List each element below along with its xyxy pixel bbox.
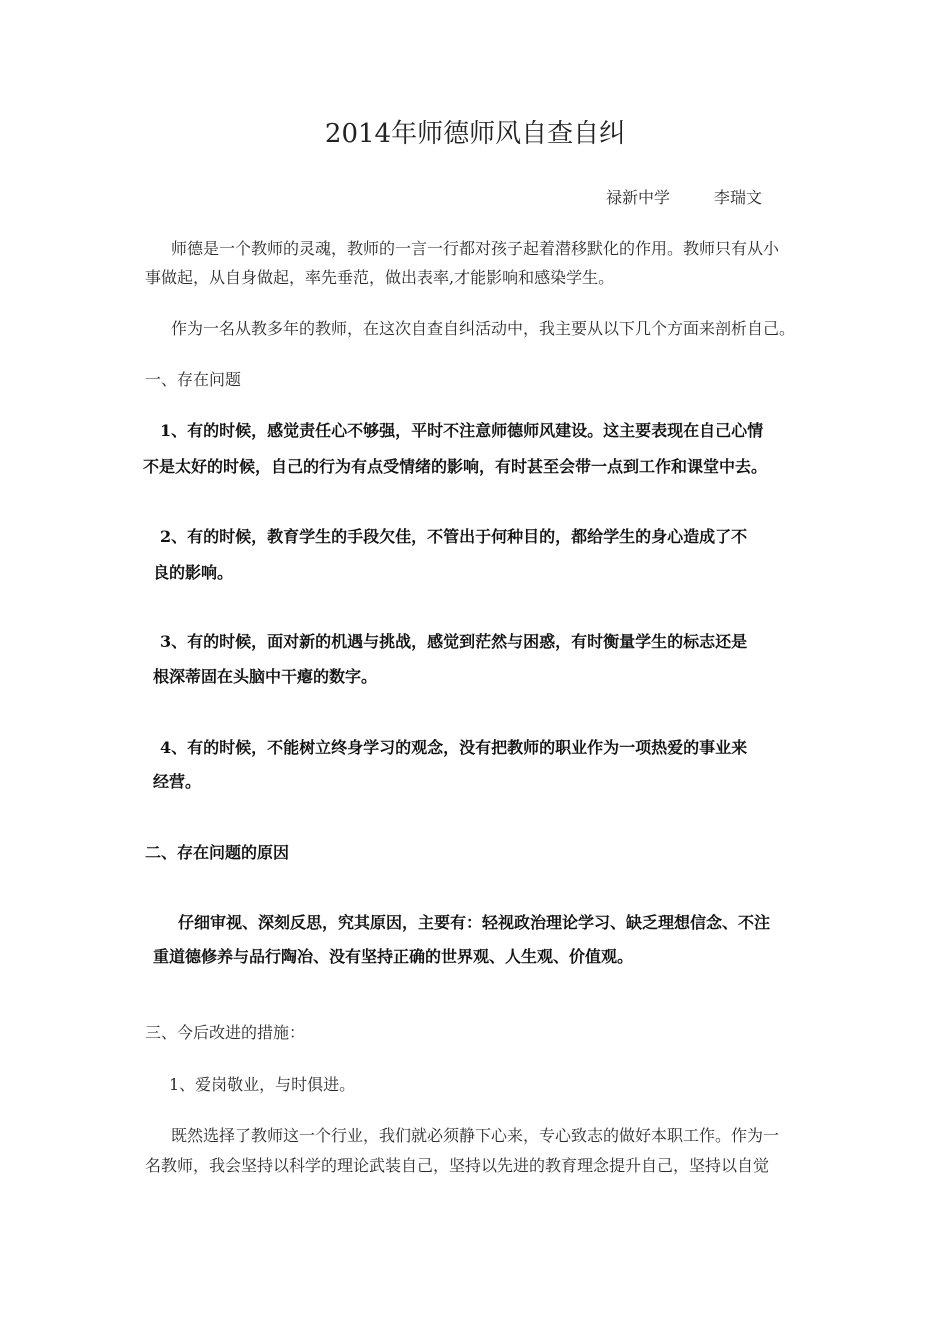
measure-1-body-line-1: 既然选择了教师这一个行业，我们就必须静下心来，专心致志的做好本职工作。作为一 bbox=[171, 1126, 780, 1145]
section-3-heading: 三、今后改进的措施： bbox=[145, 1023, 306, 1042]
problem-2-line-2: 良的影响。 bbox=[153, 563, 234, 582]
reason-body-line-1: 仔细审视、深刻反思，究其原因，主要有：轻视政治理论学习、缺乏理想信念、不注 bbox=[178, 913, 771, 932]
intro-paragraph-1-line-1: 师德是一个教师的灵魂，教师的一言一行都对孩子起着潜移默化的作用。教师只有从小 bbox=[171, 239, 780, 258]
intro-paragraph-2: 作为一名从教多年的教师，在这次自查自纠活动中，我主要从以下几个方面来剖析自己。 bbox=[171, 319, 796, 338]
reason-body-line-2: 重道德修养与品行陶冶、没有坚持正确的世界观、人生观、价值观。 bbox=[153, 947, 634, 966]
measure-1-body-line-2: 名教师，我会坚持以科学的理论武装自己，坚持以先进的教育理念提升自己，坚持以自觉 bbox=[145, 1156, 770, 1175]
measure-1-title: 1、爱岗敬业，与时俱进。 bbox=[169, 1075, 356, 1094]
section-2-heading: 二、存在问题的原因 bbox=[145, 843, 290, 862]
intro-paragraph-1-line-2: 事做起，从自身做起，率先垂范，做出表率,才能影响和感染学生。 bbox=[145, 268, 615, 287]
author-name: 李瑞文 bbox=[714, 188, 763, 207]
problem-3-line-2: 根深蒂固在头脑中干瘪的数字。 bbox=[153, 667, 378, 686]
problem-4-line-1: 4、有的时候，不能树立终身学习的观念，没有把教师的职业作为一项热爱的事业来 bbox=[160, 738, 748, 757]
problem-2-line-1: 2、有的时候，教育学生的手段欠佳，不管出于何种目的，都给学生的身心造成了不 bbox=[160, 527, 748, 546]
school-name: 禄新中学 bbox=[606, 188, 671, 207]
problem-1-line-1: 1、有的时候，感觉责任心不够强，平时不注意师德师风建设。这主要表现在自己心情 bbox=[160, 421, 764, 440]
section-1-heading: 一、存在问题 bbox=[145, 370, 242, 389]
document-title: 2014年师德师风自查自纠 bbox=[324, 119, 626, 149]
problem-1-line-2: 不是太好的时候，自己的行为有点受情绪的影响，有时甚至会带一点到工作和课堂中去。 bbox=[143, 457, 768, 476]
problem-3-line-1: 3、有的时候，面对新的机遇与挑战，感觉到茫然与困惑，有时衡量学生的标志还是 bbox=[160, 632, 748, 651]
problem-4-line-2: 经营。 bbox=[153, 772, 202, 791]
